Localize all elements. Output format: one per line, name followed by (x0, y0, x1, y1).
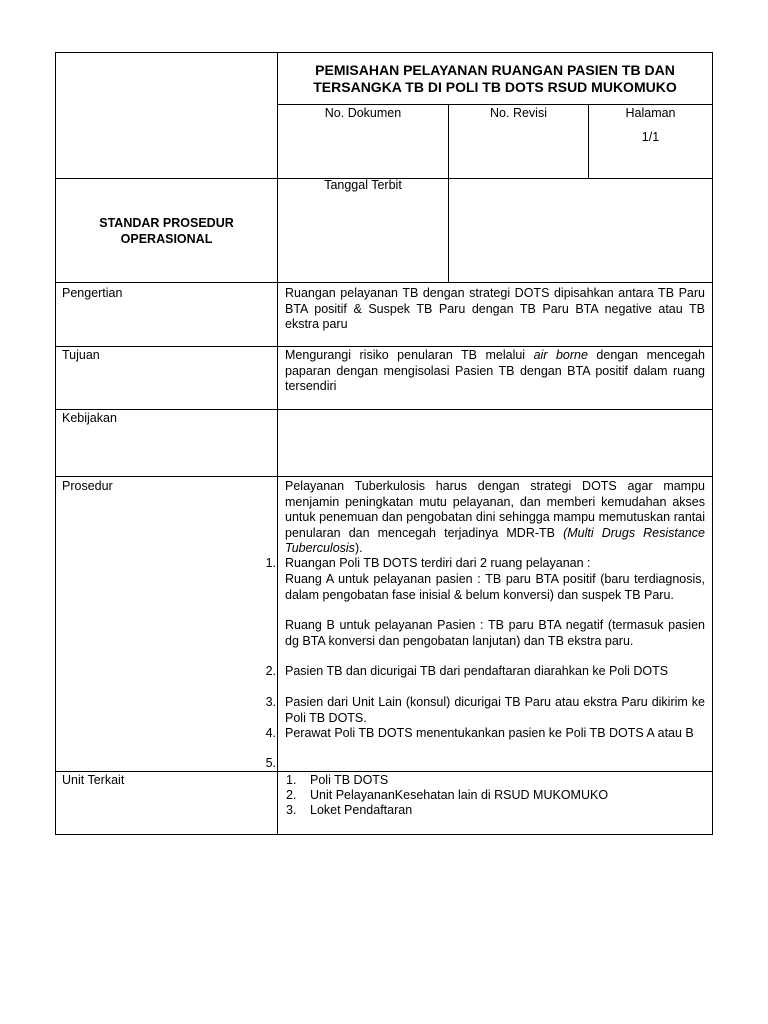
row-divider-unit-terkait (55, 771, 713, 772)
table-border-right (712, 52, 713, 835)
unit-item-number: 1. (286, 773, 297, 787)
table-border-top (55, 52, 713, 53)
row-divider-kebijakan (55, 409, 713, 410)
no-dokumen-label: No. Dokumen (324, 106, 402, 120)
prosedur-item: Ruangan Poli TB DOTS terdiri dari 2 ruang pelayanan : (285, 556, 591, 570)
sop-line-2: OPERASIONAL (120, 232, 213, 246)
halaman-label: Halaman (625, 106, 676, 120)
document-title (279, 62, 711, 96)
unit-item-number: 3. (286, 803, 297, 817)
prosedur-intro: Pelayanan Tuberkulosis harus dengan strategi DOTS agar mampu menjamin peningkatan mutu pelayanan, dan memberi kemudahan akses untuk penemuan dan pengobatan dini sehingga mampu memutuskan rantai penularan dan mencegah terjadinya MDR-TB (Multi Drugs Resistance Tuberculosis). (285, 479, 705, 555)
prosedur-item: Ruang A untuk pelayanan pasien : TB paru BTA positif (baru terdiagnosis, dalam pengobatan fase inisial & belum konversi) dan suspek TB Paru. (285, 572, 705, 602)
unit-terkait-label: Unit Terkait (62, 773, 125, 787)
doc-info-divider-1 (448, 104, 449, 282)
sop-document-table (55, 52, 713, 835)
prosedur-item-number: 5. (265, 756, 276, 770)
tujuan-text: Mengurangi risiko penularan TB melalui air borne dengan mencegah paparan dengan mengisolasi Pasien TB dengan BTA positif dalam ruang tersendiri (285, 348, 705, 393)
kebijakan-label: Kebijakan (62, 411, 117, 425)
tujuan-label: Tujuan (62, 348, 100, 362)
prosedur-item-number: 4. (265, 726, 276, 740)
row-divider-tujuan (55, 346, 713, 347)
prosedur-item: Pasien dari Unit Lain (konsul) dicurigai TB Paru atau ekstra Paru dikirim ke Poli TB DOTS. (285, 695, 705, 725)
prosedur-item-number: 3. (265, 695, 276, 709)
title-line-2: TERSANGKA TB DI POLI TB DOTS RSUD MUKOMUKO (313, 79, 677, 95)
no-revisi-label: No. Revisi (490, 106, 547, 120)
title-divider (277, 104, 713, 105)
prosedur-item: Pasien TB dan dicurigai TB dari pendaftaran diarahkan ke Poli DOTS (285, 664, 669, 678)
sop-line-1: STANDAR PROSEDUR (99, 216, 234, 230)
unit-item: Loket Pendaftaran (310, 803, 413, 817)
prosedur-item-number: 1. (265, 556, 276, 570)
title-line-1: PEMISAHAN PELAYANAN RUANGAN PASIEN TB DAN (315, 62, 675, 78)
sop-heading (56, 215, 277, 247)
unit-item: Poli TB DOTS (310, 773, 389, 787)
halaman-value: 1/1 (641, 130, 660, 144)
prosedur-item-number: 2. (265, 664, 276, 678)
table-border-bottom (55, 834, 713, 835)
pengertian-text: Ruangan pelayanan TB dengan strategi DOTS dipisahkan antara TB Paru BTA positif & Suspek TB Paru dengan TB Paru BTA negative atau TB ekstra paru (285, 286, 705, 331)
prosedur-label: Prosedur (62, 479, 113, 493)
unit-item: Unit PelayananKesehatan lain di RSUD MUKOMUKO (310, 788, 609, 802)
pengertian-label: Pengertian (62, 286, 123, 300)
table-border-left (55, 52, 56, 835)
tanggal-terbit-label: Tanggal Terbit (324, 178, 402, 192)
prosedur-item: Ruang B untuk pelayanan Pasien : TB paru BTA negatif (termasuk pasien dg BTA konversi dan pengobatan lanjutan) dan TB ekstra paru. (285, 618, 705, 648)
row-divider-pengertian (55, 282, 713, 283)
column-divider (277, 52, 278, 835)
prosedur-item: Perawat Poli TB DOTS menentukankan pasien ke Poli TB DOTS A atau B (285, 726, 694, 740)
unit-item-number: 2. (286, 788, 297, 802)
row-divider-prosedur (55, 476, 713, 477)
